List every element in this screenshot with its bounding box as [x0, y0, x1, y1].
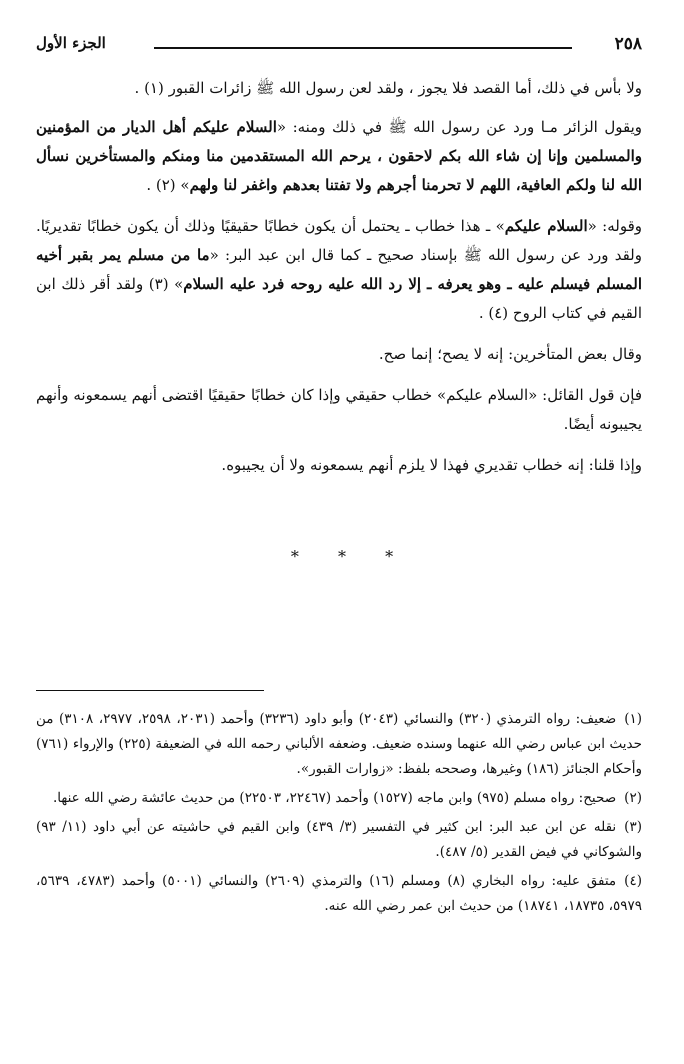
paragraph-2-end: » (٢) .: [146, 176, 190, 194]
footnotes: [36, 707, 642, 923]
hadith-quote-greeting: السلام عليكم أهل الديار من المؤمنين والمسلمين وإنا إن شاء الله بكم لاحقون ، يرحم الله المستقدمين منا ومنكم والمستأخرين نسأل الله لنا ولكم العافية، اللهم لا تحرمنا أجرهم ولا تفتنا بعدهم واغفر لنا ولهم: [36, 118, 642, 194]
paragraph-6: وإذا قلنا: إنه خطاب تقديري فهذا لا يلزم أنهم يسمعونه ولا أن يجيبوه.: [221, 456, 642, 474]
footnote-number: (٢): [624, 790, 642, 806]
paragraph-3-c: » (٣) ولقد أقر ذلك ابن القيم في كتاب الروح (٤) .: [36, 275, 642, 322]
paragraph-1: ولا بأس في ذلك، أما القصد فلا يجوز ، ولقد لعن رسول الله ﷺ زائرات القبور (١) .: [134, 79, 642, 97]
footnote-text: متفق عليه: رواه البخاري (٨) ومسلم (١٦) والترمذي (٢٦٠٩) والنسائي (٥٠٠١) وأحمد (٤٧٨٣، ٥٦٣٩، ٥٩٧٩، ١٨٧٣٥، ١٨٧٤١) من حديث ابن عمر رضي الله عنه.: [36, 873, 642, 914]
footnote-text: نقله عن ابن عبد البر: ابن كثير في التفسير (٣/ ٤٣٩) وابن القيم في حاشيته عن أبي داود (١١/ ٩٣) والشوكاني في فيض القدير (٥/ ٤٨٧).: [36, 819, 642, 860]
section-separator-stars: * * *: [290, 547, 394, 566]
footnote-number: (٤): [624, 873, 642, 889]
part-title: الجزء الأول: [36, 34, 106, 52]
footnote-number: (٣): [624, 819, 642, 835]
footnote-number: (١): [624, 711, 643, 727]
quote-salam: السلام عليكم: [504, 217, 588, 235]
page-number: ٢٥٨: [614, 34, 642, 54]
footnote-2: [36, 786, 642, 811]
paragraph-5: فإن قول القائل: «السلام عليكم» خطاب حقيقي وإذا كان خطابًا حقيقيًا اقتضى أنهم يسمعونه وأنهم يجيبونه أيضًا.: [36, 386, 642, 433]
footnote-text: صحيح: رواه مسلم (٩٧٥) وابن ماجه (١٥٢٧) وأحمد (٢٢٤٦٧، ٢٢٥٠٣) من حديث عائشة رضي الله عنها.: [52, 790, 617, 806]
paragraph-2: [36, 113, 642, 200]
footnote-1: [36, 707, 642, 782]
footnote-3: [36, 815, 642, 865]
paragraph-2-intro: ويقول الزائر مـا ورد عن رسول الله ﷺ في ذلك ومنه: «: [276, 118, 642, 136]
hadith-quote-return: ما من مسلم يمر بقبر أخيه المسلم فيسلم عليه ـ وهو يعرفه ـ إلا رد الله عليه روحه فرد عليه السلام: [36, 246, 642, 293]
header-rule: [154, 47, 572, 49]
main-text: [36, 74, 642, 492]
footnote-4: [36, 869, 642, 919]
footnote-rule: [36, 690, 264, 691]
footnote-text: ضعيف: رواه الترمذي (٣٢٠) والنسائي (٢٠٤٣) وأبو داود (٣٢٣٦) وأحمد (٢٠٣١، ٢٥٩٨، ٢٩٧٧، ٣١٠٨) من حديث ابن عباس رضي الله عنهما وسنده ضعيف. وضعفه الألباني رحمه الله في الضعيفة (٢٢٥) والإرواء (٧٦١) وأحكام الجنائز (١٨٦) وغيرها، وصححه بلفظ: «زوارات القبور».: [36, 711, 642, 777]
paragraph-3-b: » ـ هذا خطاب ـ يحتمل أن يكون خطابًا حقيقيًا وذلك أن يكون خطابًا تقديريًا. ولقد ورد عن رسول الله ﷺ بإسناد صحيح ـ كما قال ابن عبد البر: «: [36, 217, 642, 264]
page-header: [36, 34, 642, 60]
paragraph-3: [36, 212, 642, 328]
paragraph-3-a: وقوله: «: [587, 217, 643, 235]
paragraph-4: وقال بعض المتأخرين: إنه لا يصح؛ إنما صح.: [378, 345, 642, 363]
